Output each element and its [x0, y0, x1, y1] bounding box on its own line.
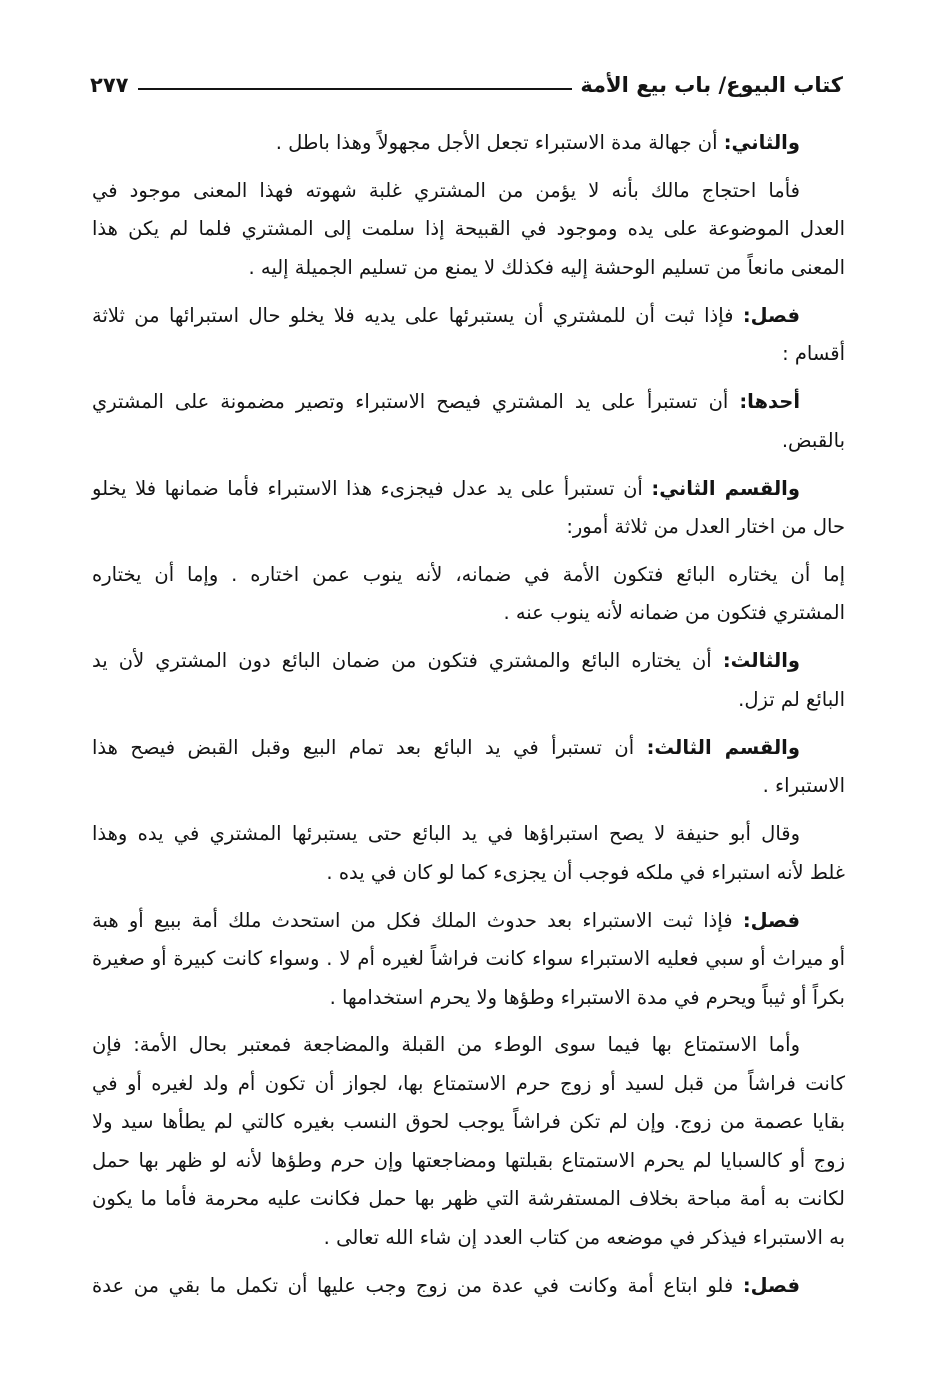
text-line [92, 297, 845, 336]
line-text: فلو ابتاع أمة وكانت في عدة من زوج وجب عليها أن تكمل ما بقي من عدة [92, 1273, 734, 1297]
paragraph [92, 642, 845, 719]
text-line: لكانت به أمة مباحة بخلاف المستفرشة التي ظهر بها حمل فكانت عليه محرمة فأما ما يكون [92, 1187, 845, 1211]
text-line: العدل الموضوعة على يده وموجود في القبيحة إذا سلمت إلى المشتري فلما لم يكن هذا [92, 217, 845, 241]
text-line: وقال أبو حنيفة لا يصح استبراؤها في يد البائع حتى يستبرئها المشتري في يده وهذا [92, 822, 800, 846]
paragraph [92, 383, 845, 460]
line-text: أن يختاره البائع والمشتري فتكون من ضمان البائع دون المشتري لأن يد [92, 649, 712, 673]
text-line: به الاستبراء فيذكر في موضعه من كتاب العدد إن شاء الله تعالى . [323, 1225, 845, 1249]
text-line: زوج أو كالسبايا لم يحرم الاستمتاع بقبلتها ومضاجعتها وإن حرم وطؤها لأنه لو ظهر بها حمل [92, 1148, 845, 1172]
text-line: المشتري فتكون من ضمانه لأنه ينوب عنه . [503, 601, 845, 625]
paragraph [92, 124, 845, 163]
paragraph [92, 729, 845, 806]
text-line [92, 124, 845, 163]
paragraph [92, 1026, 845, 1257]
text-line: بكراً أو ثيباً ويحرم في مدة الاستبراء وطؤها ولا يحرم استخدامها . [329, 985, 845, 1009]
text-line [92, 729, 845, 768]
page-number: ٢٧٧ [90, 73, 129, 97]
text-line [92, 1267, 845, 1306]
section-heading: والقسم الثاني: [651, 476, 800, 500]
text-line: غلط لأنه استبراء في ملكه فوجب أن يجزىء كما لو كان في يده . [326, 860, 845, 884]
paragraph [92, 470, 845, 547]
line-text: أن جهالة مدة الاستبراء تجعل الأجل مجهولاً وهذا باطل . [275, 131, 718, 154]
section-heading: والثاني: [723, 131, 800, 154]
text-line: البائع لم تزل. [738, 687, 845, 711]
line-text: فإذا ثبت الاستبراء بعد حدوث الملك فكل من استحدث ملك أمة ببيع أو هبة [92, 908, 733, 932]
paragraph [92, 1267, 845, 1306]
section-heading: والقسم الثالث: [646, 735, 800, 759]
text-line [92, 470, 845, 509]
running-header [90, 68, 843, 102]
section-heading: فصل: [742, 303, 800, 327]
text-line: المعنى مانعاً من تسليم الوحشة إليه فكذلك لا يمنع من تسليم الجميلة إليه . [248, 255, 845, 279]
text-line: بقايا عصمة من زوج. وإن لم تكن فراشاً يوجب لحوق النسب بغيره كالتي لم يطأها سيد ولا [92, 1110, 845, 1134]
paragraph [92, 902, 845, 1018]
section-heading: فصل: [742, 908, 800, 932]
text-line: حال من اختار العدل من ثلاثة أمور: [566, 515, 845, 539]
chapter-title: كتاب البيوع/ باب بيع الأمة [580, 73, 843, 97]
paragraph [92, 815, 845, 892]
line-text: فإذا ثبت أن للمشتري أن يستبرئها على يديه فلا يخلو حال استبرائها من ثلاثة [92, 303, 734, 327]
text-line: بالقبض. [781, 428, 845, 452]
text-line [92, 902, 845, 941]
text-line [92, 383, 845, 422]
text-line [92, 642, 845, 681]
line-text: أن تستبرأ في يد البائع بعد تمام البيع وقبل القبض فيصح هذا [92, 735, 635, 759]
paragraph [92, 297, 845, 374]
section-heading: والثالث: [722, 649, 800, 673]
text-line: إما أن يختاره البائع فتكون الأمة في ضمانه، لأنه ينوب عمن اختاره . وإما أن يختاره [92, 562, 845, 586]
text-line: وأما الاستمتاع بها فيما سوى الوطء من القبلة والمضاجعة فمعتبر بحال الأمة: فإن [92, 1033, 800, 1057]
section-heading: فصل: [742, 1273, 800, 1297]
paragraph [92, 556, 845, 633]
text-line: أقسام : [782, 342, 845, 366]
text-body [92, 124, 845, 1315]
header-rule [138, 88, 572, 90]
section-heading: أحدها: [739, 390, 801, 414]
line-text: أن تستبرأ على يد عدل فيجزىء هذا الاستبراء فأما ضمانها فلا يخلو [92, 476, 643, 500]
text-line: فأما احتجاج مالك بأنه لا يؤمن من المشتري غلبة شهوته فهذا المعنى موجود في [92, 178, 800, 202]
text-line: أو ميراث أو سبي فعليه الاستبراء سواء كانت فراشاً لغيره أم لا . وسواء كانت كبيرة أو صغيرة [92, 947, 845, 971]
text-line: كانت فراشاً من قبل لسيد أو زوج حرم الاستمتاع بها، لجواز أن تكون أم ولد لغيره أو في [92, 1071, 845, 1095]
paragraph [92, 172, 845, 288]
text-line: الاستبراء . [762, 774, 845, 798]
line-text: أن تستبرأ على يد المشتري فيصح الاستبراء وتصير مضمونة على المشتري [92, 390, 729, 414]
